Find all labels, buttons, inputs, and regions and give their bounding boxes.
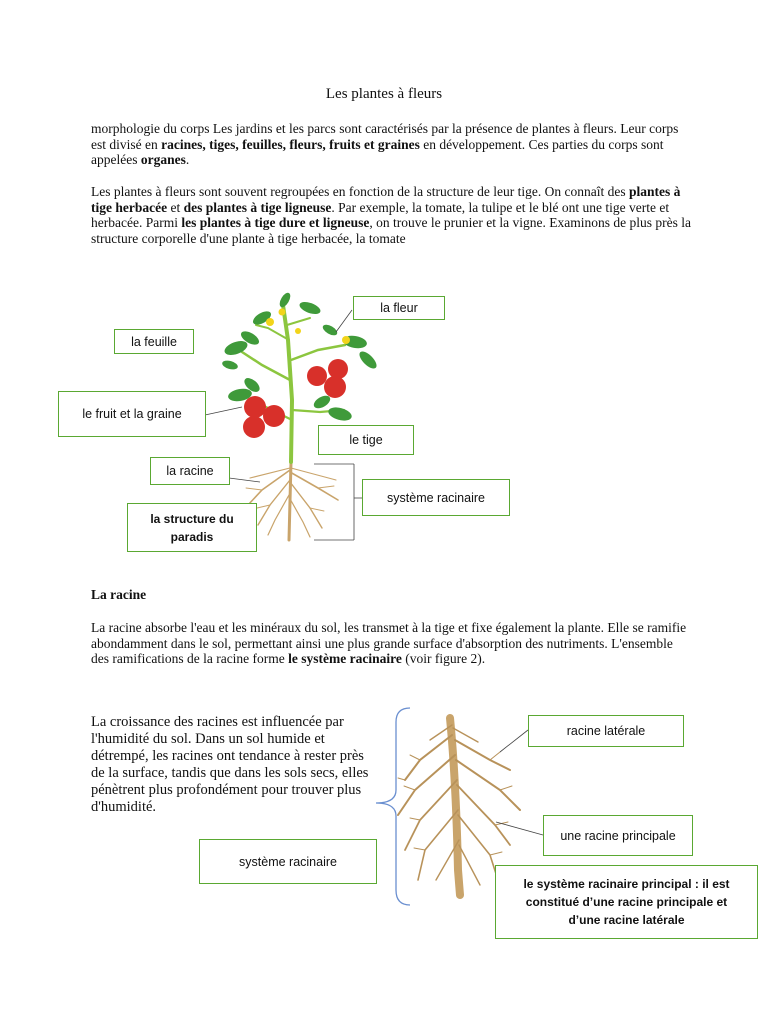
stems-paragraph: Les plantes à fleurs sont souvent regroupées en fonction de la structure de leur tige. On connaît des plantes à tige herbacée et des plantes à tige ligneuse. Par exemple, la tomate, la tulipe et le blé ont une tige verte et herbacée. Parmi les plantes à tige dure et ligneuse, on trouve le prunier et la vigne. Examinons de plus près la structure corporelle d'une plante à tige herbacée, la tomate bbox=[91, 184, 691, 246]
page-title: Les plantes à fleurs bbox=[325, 86, 443, 102]
label-la-racine: la racine bbox=[150, 457, 230, 485]
racine-paragraph: La racine absorbe l'eau et les minéraux du sol, les transmet à la tige et fixe également la plante. Elle se ramifie abondamment dans le sol, permettant ainsi une plus grande surface d'absorption des nutriments. L'ensemble des ramifications de la racine forme le système racinaire (voir figure 2). bbox=[91, 620, 687, 666]
label-systeme-racinaire-2: système racinaire bbox=[199, 839, 377, 884]
label-fruit-graine: le fruit et la graine bbox=[58, 391, 206, 437]
label-definition-systeme-principal: le système racinaire principal : il est constitué d’une racine principale et d’une racine latérale bbox=[495, 865, 758, 939]
label-la-fleur: la fleur bbox=[353, 296, 445, 320]
label-racine-principale: une racine principale bbox=[543, 815, 693, 856]
croissance-paragraph: La croissance des racines est influencée par l'humidité du sol. Dans un sol humide et détrempé, les racines ont tendance à rester près de la surface, tandis que dans les sols secs, elles pénètrent plus profondément pour trouver plus d'humidité. bbox=[91, 714, 369, 815]
label-structure-paradis: la structure du paradis bbox=[127, 503, 257, 552]
tomato-roots bbox=[246, 462, 338, 540]
label-la-feuille: la feuille bbox=[114, 329, 194, 354]
label-racine-laterale: racine latérale bbox=[528, 715, 684, 747]
label-le-tige: le tige bbox=[318, 425, 414, 455]
tomato-flowers bbox=[266, 309, 350, 345]
section-heading-la-racine: La racine bbox=[91, 587, 147, 602]
label-systeme-racinaire-1: système racinaire bbox=[362, 479, 510, 516]
intro-paragraph: morphologie du corps Les jardins et les parcs sont caractérisés par la présence de plantes à fleurs. Leur corps est divisé en racines, tiges, feuilles, fleurs, fruits et graines en développement. Ces parties du corps sont appelées organes. bbox=[91, 121, 679, 167]
